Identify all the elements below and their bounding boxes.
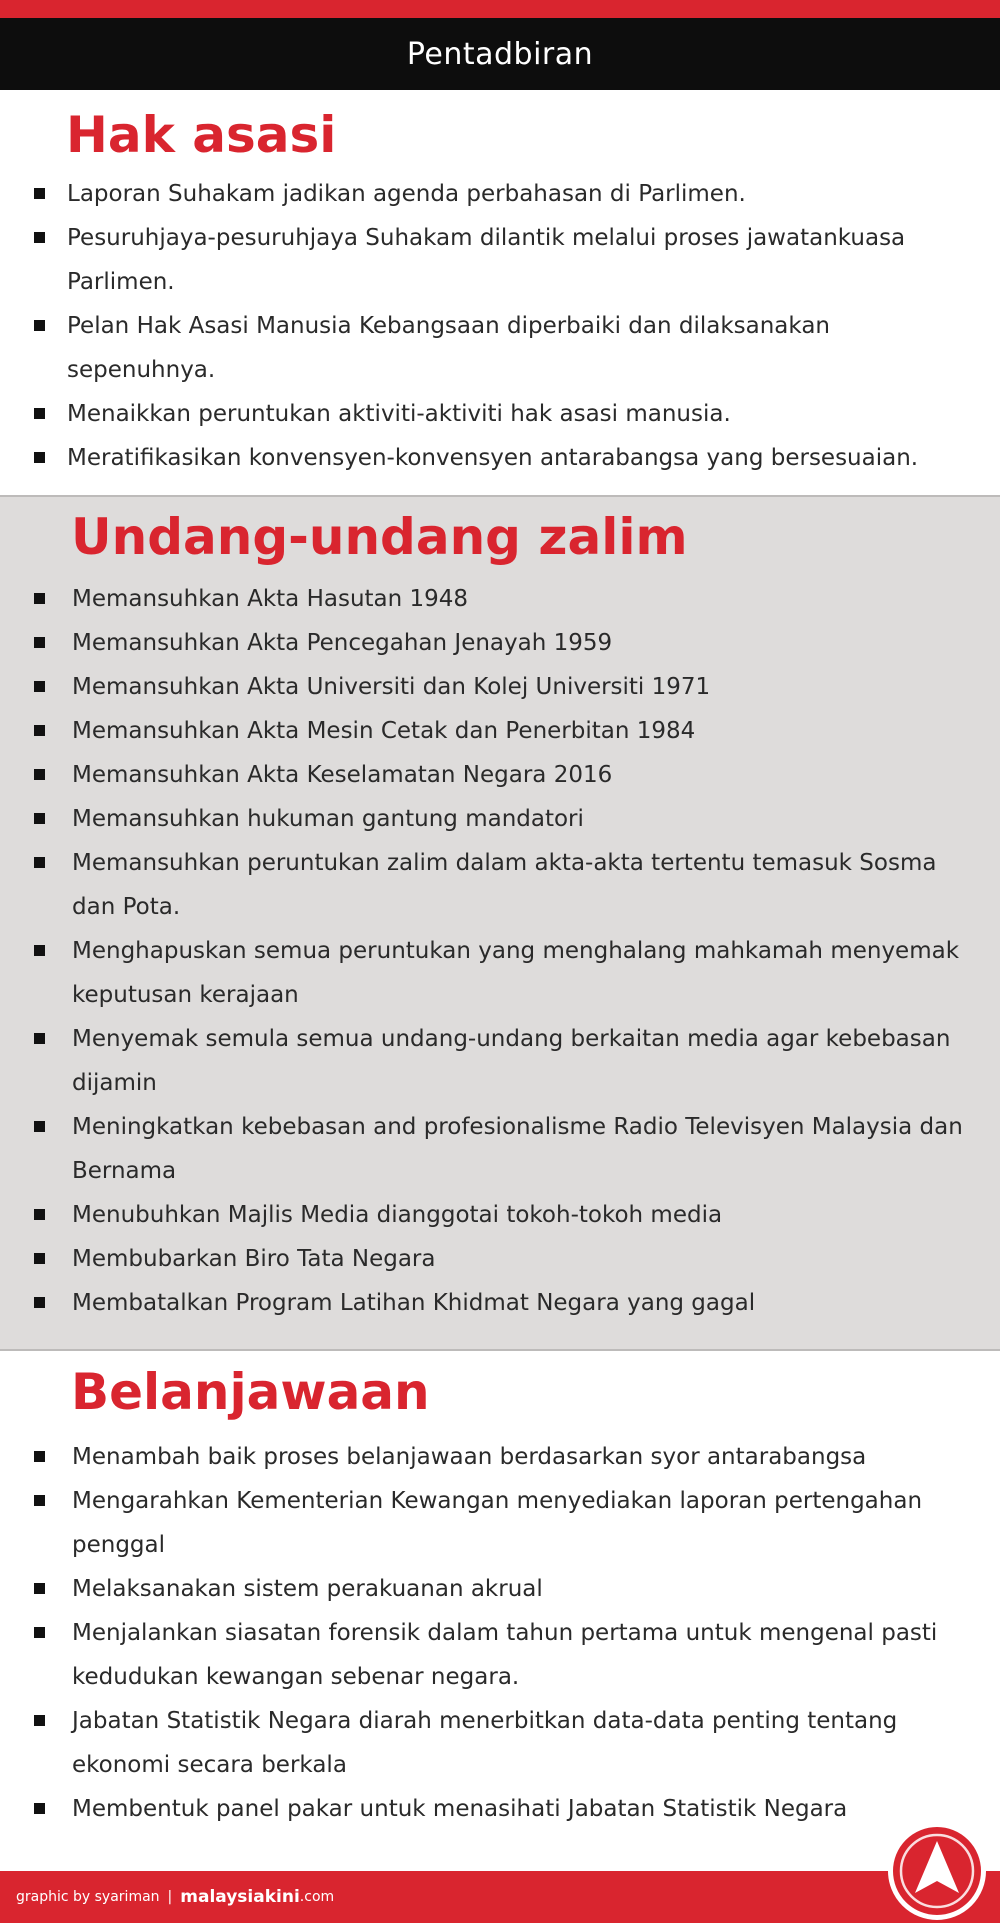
- section-title-belanjawaan: Belanjawaan: [71, 1363, 430, 1421]
- square-bullet-icon: [34, 813, 45, 824]
- square-bullet-icon: [34, 1627, 45, 1638]
- square-bullet-icon: [34, 1297, 45, 1308]
- square-bullet-icon: [34, 1209, 45, 1220]
- list-item: Meratifikasikan konvensyen-konvensyen antarabangsa yang bersesuaian.: [34, 436, 964, 480]
- brand-domain-suffix[interactable]: .com: [299, 1889, 335, 1905]
- list-item: Membatalkan Program Latihan Khidmat Negara yang gagal: [34, 1281, 964, 1325]
- section-hak-asasi: [0, 90, 1000, 495]
- square-bullet-icon: [34, 1253, 45, 1264]
- square-bullet-icon: [34, 769, 45, 780]
- list-item: Menubuhkan Majlis Media dianggotai tokoh-tokoh media: [34, 1193, 964, 1237]
- top-accent-stripe: [0, 0, 1000, 18]
- square-bullet-icon: [34, 725, 45, 736]
- section-title-hak-asasi: Hak asasi: [66, 106, 337, 164]
- list-hak-asasi: [34, 172, 964, 480]
- malaysiakini-arrow-logo-icon: [888, 1822, 986, 1920]
- list-undang-undang-zalim: [34, 577, 964, 1325]
- list-item: Menaikkan peruntukan aktiviti-aktiviti hak asasi manusia.: [34, 392, 964, 436]
- list-item: Memansuhkan Akta Universiti dan Kolej Universiti 1971: [34, 665, 964, 709]
- list-item: Pelan Hak Asasi Manusia Kebangsaan diperbaiki dan dilaksanakan sepenuhnya.: [34, 304, 964, 392]
- square-bullet-icon: [34, 1033, 45, 1044]
- list-item: Membubarkan Biro Tata Negara: [34, 1237, 964, 1281]
- logo-arrow-graphic: [893, 1827, 981, 1915]
- header-bar: [0, 18, 1000, 90]
- section-belanjawaan: [0, 1351, 1000, 1871]
- footer-bar: [0, 1871, 1000, 1923]
- square-bullet-icon: [34, 1121, 45, 1132]
- square-bullet-icon: [34, 593, 45, 604]
- square-bullet-icon: [34, 408, 45, 419]
- list-item: Meningkatkan kebebasan and profesionalisme Radio Televisyen Malaysia dan Bernama: [34, 1105, 964, 1193]
- list-item: Memansuhkan Akta Mesin Cetak dan Penerbitan 1984: [34, 709, 964, 753]
- square-bullet-icon: [34, 857, 45, 868]
- list-item: Memansuhkan Akta Pencegahan Jenayah 1959: [34, 621, 964, 665]
- list-item: Pesuruhjaya-pesuruhjaya Suhakam dilantik melalui proses jawatankuasa Parlimen.: [34, 216, 964, 304]
- list-item: Memansuhkan Akta Keselamatan Negara 2016: [34, 753, 964, 797]
- square-bullet-icon: [34, 1803, 45, 1814]
- logo-arrow: [915, 1841, 959, 1893]
- list-item: Menambah baik proses belanjawaan berdasarkan syor antarabangsa: [34, 1435, 964, 1479]
- brand-name[interactable]: malaysiakini: [180, 1887, 300, 1907]
- list-item: Mengarahkan Kementerian Kewangan menyediakan laporan pertengahan penggal: [34, 1479, 964, 1567]
- list-item: Menyemak semula semua undang-undang berkaitan media agar kebebasan dijamin: [34, 1017, 964, 1105]
- list-item: Jabatan Statistik Negara diarah menerbitkan data-data penting tentang ekonomi secara berkala: [34, 1699, 964, 1787]
- square-bullet-icon: [34, 452, 45, 463]
- square-bullet-icon: [34, 1583, 45, 1594]
- list-item: Laporan Suhakam jadikan agenda perbahasan di Parlimen.: [34, 172, 964, 216]
- square-bullet-icon: [34, 320, 45, 331]
- list-item: Memansuhkan peruntukan zalim dalam akta-akta tertentu temasuk Sosma dan Pota.: [34, 841, 964, 929]
- square-bullet-icon: [34, 232, 45, 243]
- list-item: Melaksanakan sistem perakuanan akrual: [34, 1567, 964, 1611]
- square-bullet-icon: [34, 1715, 45, 1726]
- section-undang-undang-zalim: [0, 495, 1000, 1351]
- list-item: Membentuk panel pakar untuk menasihati Jabatan Statistik Negara: [34, 1787, 964, 1831]
- graphic-credit: graphic by syariman: [16, 1889, 160, 1905]
- list-item: Memansuhkan Akta Hasutan 1948: [34, 577, 964, 621]
- square-bullet-icon: [34, 637, 45, 648]
- square-bullet-icon: [34, 1451, 45, 1462]
- footer-separator: |: [167, 1889, 173, 1905]
- square-bullet-icon: [34, 945, 45, 956]
- list-item: Menghapuskan semua peruntukan yang menghalang mahkamah menyemak keputusan kerajaan: [34, 929, 964, 1017]
- page-title: Pentadbiran: [406, 36, 594, 72]
- list-item: Menjalankan siasatan forensik dalam tahun pertama untuk mengenal pasti kedudukan kewangan sebenar negara.: [34, 1611, 964, 1699]
- list-item: Memansuhkan hukuman gantung mandatori: [34, 797, 964, 841]
- square-bullet-icon: [34, 1495, 45, 1506]
- list-belanjawaan: [34, 1435, 964, 1831]
- section-title-undang-undang-zalim: Undang-undang zalim: [71, 508, 688, 566]
- square-bullet-icon: [34, 681, 45, 692]
- square-bullet-icon: [34, 188, 45, 199]
